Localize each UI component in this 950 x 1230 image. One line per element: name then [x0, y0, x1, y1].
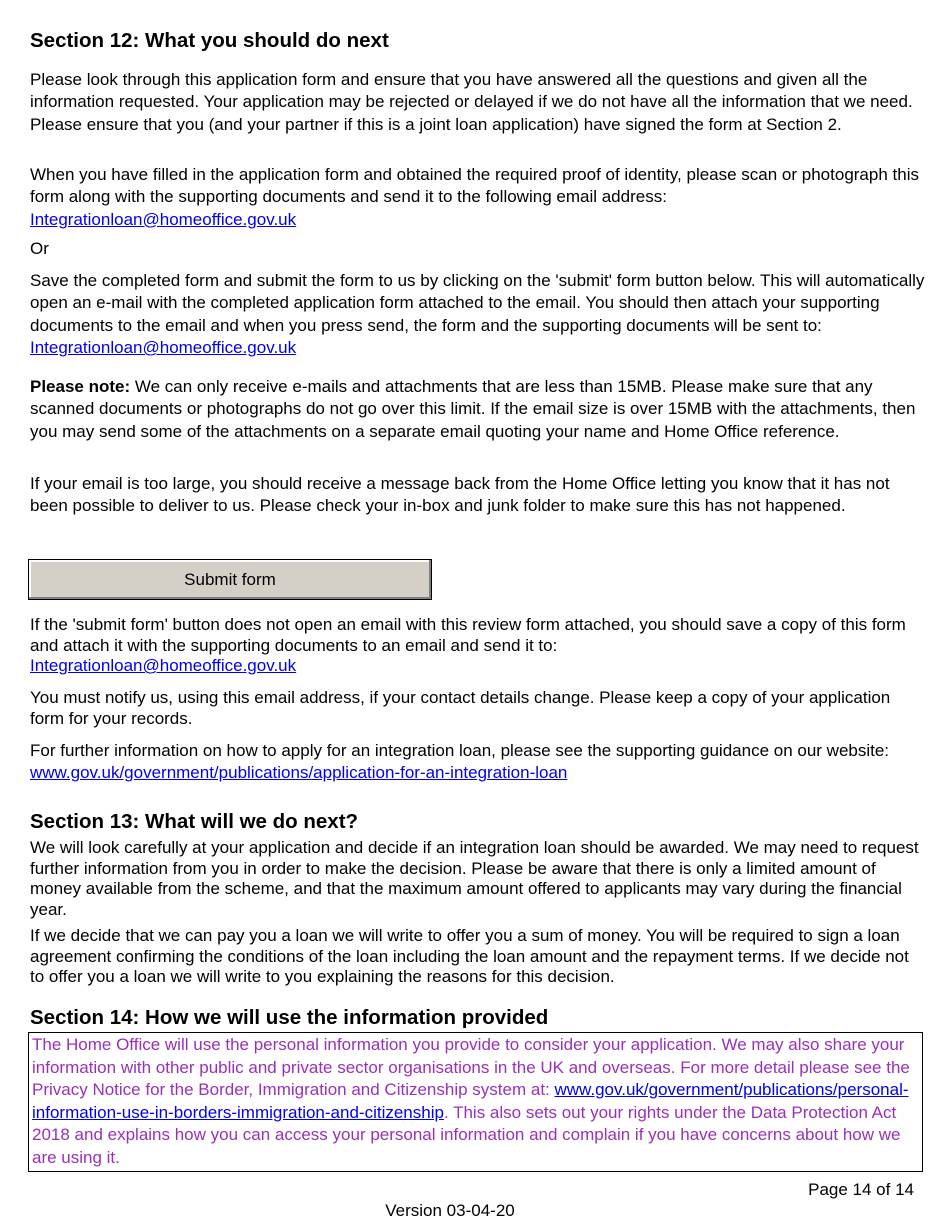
privacy-notice-link[interactable]: www.gov.uk/government/publications/personal-information-use-in-borders-immigration-and-citizenship [32, 1080, 909, 1122]
section-12-paragraph-3: Save the completed form and submit the form to us by clicking on the 'submit' form button below. This will automatically open an e-mail with the completed application form attached to the email. You should then attach your supporting documents to the email and when you press send, the form and the supporting documents will be sent to: Integrationloan@homeoffice.gov.uk [30, 271, 925, 357]
privacy-notice-box: The Home Office will use the personal information you provide to consider your application. We may also share your information with other public and private sector organisations in the UK and overseas. For more detail please see the Privacy Notice for the Border, Immigration and Citizenship system at: www.gov.uk/government/publications/personal-information-use-in-borders-immigration-and-citizenship. This also sets out your rights under the Data Protection Act 2018 and explains how you can access your personal information and complain if you have concerns about how we are using it. [28, 1032, 923, 1172]
section-14-title: Section 14: How we will use the information provided [30, 1006, 549, 1029]
version-label: Version 03-04-20 [385, 1201, 515, 1220]
please-note-label: Please note: [30, 377, 131, 396]
or-label: Or [30, 239, 49, 258]
section-12-paragraph-5: If the 'submit form' button does not open an email with this review form attached, you should save a copy of this form and attach it with the supporting documents to an email and send it to: [30, 615, 906, 655]
section-12-fallback-instructions [30, 615, 925, 677]
submit-form-button[interactable]: Submit form [28, 559, 432, 600]
section-12-title: Section 12: What you should do next [30, 29, 389, 52]
please-note-paragraph: Please note: We can only receive e-mails and attachments that are less than 15MB. Please make sure that any scanned documents or photographs do not go over this limit. If the email size is over 15MB with the attachments, then you may send some of the attachments on a separate email quoting your name and Home Office reference. [30, 377, 916, 441]
section-13-paragraph-1: We will look carefully at your application and decide if an integration loan should be awarded. We may need to request further information from you in order to make the decision. Please be aware that there is only a limited amount of money available from the scheme, and that the maximum amount offered to applicants may vary during the financial year. [30, 838, 919, 919]
section-12-paragraph-2: When you have filled in the application form and obtained the required proof of identity, please scan or photograph this form along with the supporting documents and send it to the following email address: [30, 165, 919, 207]
section-12-paragraph-1: Please look through this application form and ensure that you have answered all the questions and given all the information requested. Your application may be rejected or delayed if we do not have all the information that we need. Please ensure that you (and your partner if this is a joint loan application) have signed the form at Section 2. [30, 70, 913, 134]
email-link-3[interactable]: Integrationloan@homeoffice.gov.uk [30, 656, 297, 675]
section-12-paragraph-6: You must notify us, using this email address, if your contact details change. Please keep a copy of your application form for your records. [30, 688, 891, 728]
section-13-title: Section 13: What will we do next? [30, 810, 359, 833]
guidance-link[interactable]: www.gov.uk/government/publications/application-for-an-integration-loan [30, 763, 568, 783]
page-number: Page 14 of 14 [808, 1180, 914, 1199]
section-12-paragraph-7: For further information on how to apply for an integration loan, please see the supporting guidance on our website: www.gov.uk/government/publications/application-for-an-integration-loan [30, 741, 890, 783]
email-link-1[interactable]: Integrationloan@homeoffice.gov.uk [30, 209, 297, 229]
section-12-paragraph-4: If your email is too large, you should receive a message back from the Home Office letting you know that it has not been possible to deliver to us. Please check your in-box and junk folder to make sure this has not happened. [30, 474, 890, 516]
section-13-paragraph-2: If we decide that we can pay you a loan we will write to offer you a sum of money. You will be required to sign a loan agreement confirming the conditions of the loan including the loan amount and the repayment terms. If we decide not to offer you a loan we will write to you explaining the reasons for this decision. [30, 926, 909, 986]
section-12-email-instructions [30, 164, 925, 231]
email-link-2[interactable]: Integrationloan@homeoffice.gov.uk [30, 337, 297, 357]
